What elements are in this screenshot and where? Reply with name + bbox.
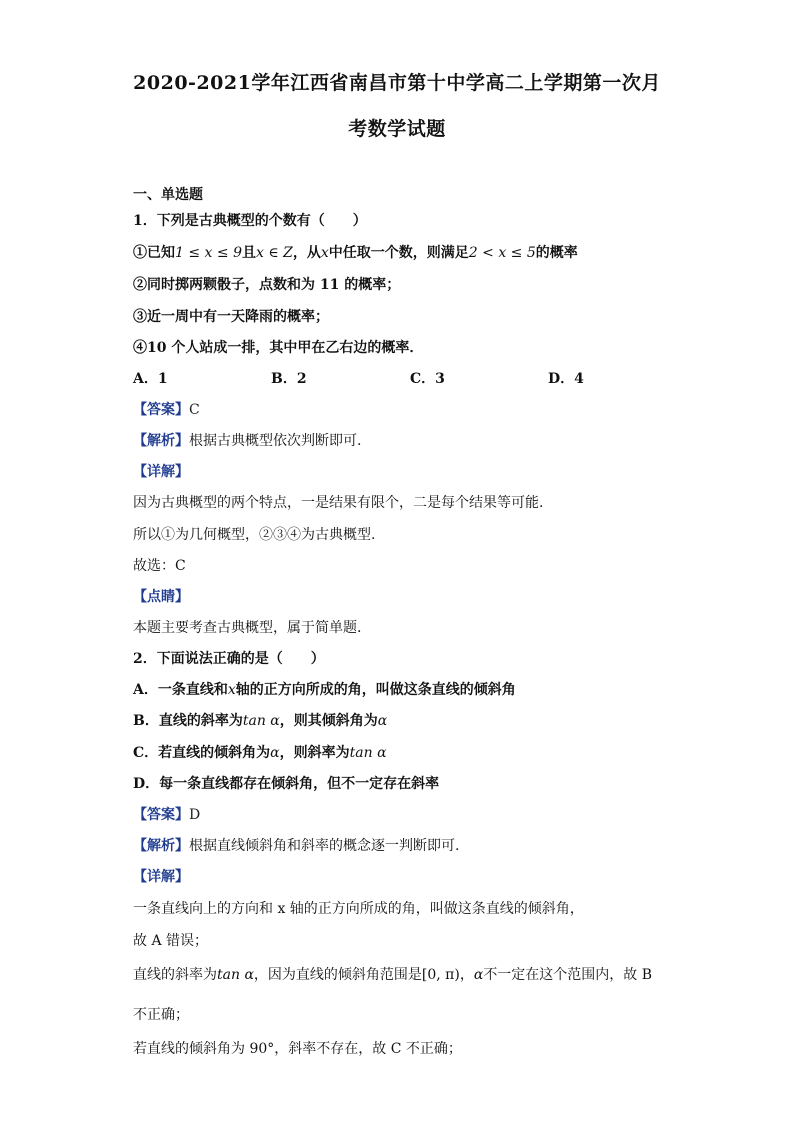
answer-value: D <box>189 807 201 823</box>
answer-tag: 【答案】 <box>133 807 189 823</box>
q2-stem: 2．下面说法正确的是（ ） <box>133 651 325 667</box>
q2-detail-text: ， <box>459 967 474 983</box>
q1-comment-tag: 【点睛】 <box>133 589 189 605</box>
q2-option-c-math: tan α <box>349 745 387 761</box>
q2-option-c-math: α <box>270 745 280 761</box>
analysis-tag: 【解析】 <box>133 838 189 854</box>
q2-option-c-text: C．若直线的倾斜角为 <box>133 745 271 761</box>
q2-option-b <box>133 714 387 728</box>
q1-option-b: B．2 <box>271 371 307 387</box>
q1-item1-text: ①已知 <box>133 245 175 261</box>
q2-answer <box>133 808 200 822</box>
q2-option-b-text: B．直线的斜率为 <box>133 713 243 729</box>
q2-detail-tag: 【详解】 <box>133 869 189 885</box>
q2-detail-math: tan α <box>217 967 254 983</box>
q2-detail-line3 <box>133 968 652 982</box>
q2-detail-line2: 故 A 错误； <box>133 933 209 949</box>
q1-item1-math: x <box>320 245 329 261</box>
q1-detail-line3: 故选：C <box>133 558 186 574</box>
q2-detail-line5: 若直线的倾斜角为 90°，斜率不存在，故 C 不正确； <box>133 1041 462 1057</box>
q1-answer <box>133 403 200 417</box>
q2-detail-line1: 一条直线向上的方向和 x 轴的正方向所成的角，叫做这条直线的倾斜角， <box>133 901 584 917</box>
q1-item1 <box>133 246 578 260</box>
q1-item2: ②同时掷两颗骰子，点数和为 11 的概率； <box>133 277 401 293</box>
q1-option-a: A．1 <box>133 371 168 387</box>
q2-detail-text: 直线的斜率为 <box>133 967 217 983</box>
q1-item4: ④10 个人站成一排，其中甲在乙右边的概率． <box>133 340 424 356</box>
q1-item1-math: 2 < x ≤ 5 <box>468 245 536 261</box>
q1-detail-tag: 【详解】 <box>133 464 189 480</box>
q1-detail-line1: 因为古典概型的两个特点，一是结果有限个，二是每个结果等可能. <box>133 495 544 511</box>
q2-option-c <box>133 746 387 760</box>
q1-comment: 本题主要考查古典概型，属于简单题. <box>133 620 362 636</box>
q1-item1-text: 且 <box>241 245 256 261</box>
q2-option-b-math: tan α <box>242 713 280 729</box>
q2-detail-text: 不一定在这个范围内，故 B <box>483 967 653 983</box>
analysis-text: 根据直线倾斜角和斜率的概念逐一判断即可. <box>189 838 460 854</box>
document-title-line2: 考数学试题 <box>348 118 446 140</box>
q1-stem: 1．下列是古典概型的个数有（ ） <box>133 213 367 229</box>
q2-option-d: D．每一条直线都存在倾斜角，但不一定存在斜率 <box>133 776 440 792</box>
q2-detail-line4: 不正确； <box>133 1007 189 1023</box>
q2-option-a <box>133 683 516 697</box>
q2-analysis <box>133 839 459 853</box>
q2-option-c-text: ，则斜率为 <box>279 745 350 761</box>
q2-option-a-text: A．一条直线和 <box>133 682 228 698</box>
q1-option-d: D．4 <box>548 371 584 387</box>
q1-item1-math: 1 ≤ x ≤ 9 <box>175 245 242 261</box>
q1-item3: ③近一周中有一天降雨的概率； <box>133 309 329 325</box>
q1-analysis <box>133 434 361 448</box>
q1-detail-line2: 所以①为几何概型，②③④为古典概型. <box>133 527 376 543</box>
q1-option-c: C．3 <box>410 371 445 387</box>
q2-detail-text: ，因为直线的倾斜角范围是 <box>253 967 422 983</box>
q2-option-b-text: ，则其倾斜角为 <box>279 713 378 729</box>
section-heading: 一、单选题 <box>133 187 203 203</box>
q2-option-b-math: α <box>377 713 388 729</box>
document-title-line1: 2020-2021学年江西省南昌市第十中学高二上学期第一次月 <box>133 72 661 94</box>
q2-option-a-math: x <box>227 682 236 698</box>
q2-option-a-text: 轴的正方向所成的角，叫做这条直线的倾斜角 <box>235 682 516 698</box>
q1-item1-text: ，从 <box>292 245 321 261</box>
q1-item1-text: 中任取一个数，则满足 <box>328 245 469 261</box>
q1-item1-math: x ∈ Z <box>255 245 293 261</box>
q2-detail-math: [0, π) <box>421 967 460 983</box>
analysis-text: 根据古典概型依次判断即可. <box>189 433 362 449</box>
answer-value: C <box>189 402 200 418</box>
q1-item1-text: 的概率 <box>535 245 578 261</box>
answer-tag: 【答案】 <box>133 402 189 418</box>
q2-detail-math: α <box>473 967 484 983</box>
analysis-tag: 【解析】 <box>133 433 189 449</box>
